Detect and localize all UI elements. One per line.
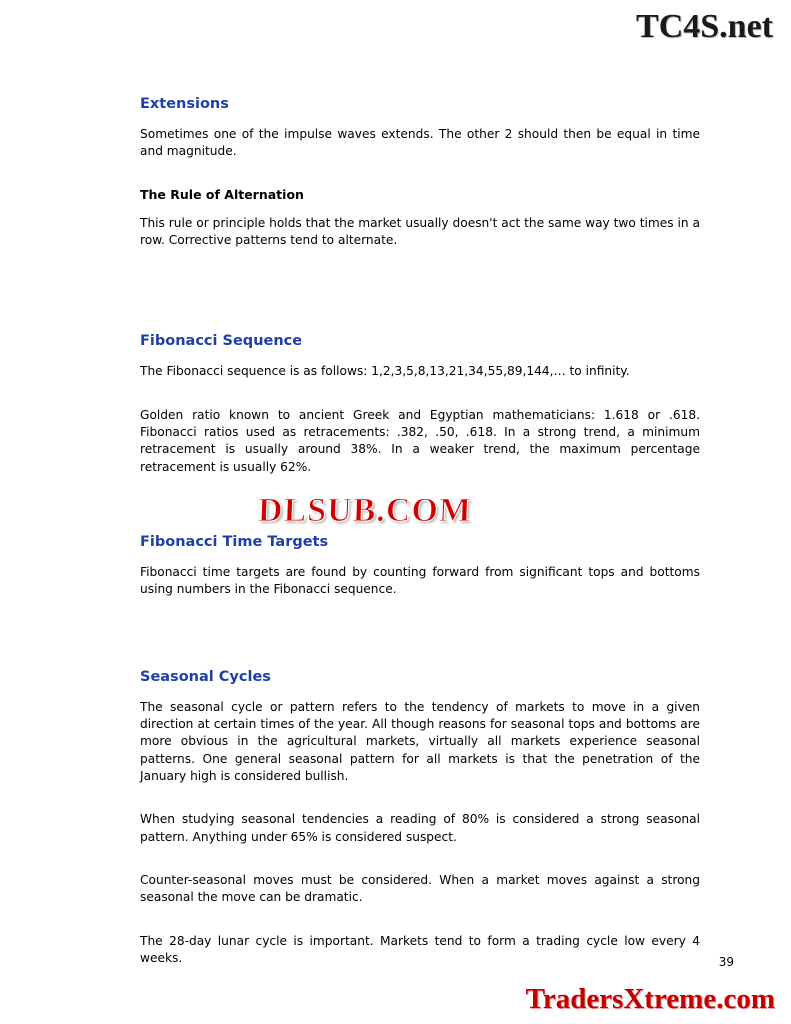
spacer xyxy=(140,307,700,333)
paragraph-seasonal-cycles-2: When studying seasonal tendencies a reading of 80% is considered a strong seasonal pattern. Anything under 65% is considered suspect. xyxy=(140,812,700,844)
paragraph-seasonal-cycles-3: Counter-seasonal moves must be considered. When a market moves against a strong seasonal the move can be dramatic. xyxy=(140,872,700,905)
paragraph-extensions-1: Sometimes one of the impulse waves extends. The other 2 should then be equal in time and magnitude. xyxy=(140,127,700,159)
paragraph-rule-of-alternation-1: This rule or principle holds that the market usually doesn't act the same way two times in a row. Corrective patterns tend to alternate. xyxy=(140,215,700,247)
paragraph-seasonal-cycles-1: The seasonal cycle or pattern refers to the tendency of markets to move in a given direction at certain times of the year. All though reasons for seasonal tops and bottoms are more obvious in the agricultural markets, virtually all markets experience seasonal patterns. One general seasonal pattern for all markets is that the penetration of the January high is considered bullish. xyxy=(140,699,700,783)
section-heading-seasonal-cycles: Seasonal Cycles xyxy=(140,668,271,685)
subsection-heading-rule-of-alternation: The Rule of Alternation xyxy=(140,186,304,202)
spacer xyxy=(140,613,700,657)
top-right-watermark: TC4S.net xyxy=(636,8,773,45)
spacer xyxy=(140,395,700,407)
spacer xyxy=(140,860,700,872)
paragraph-seasonal-cycles-4: The 28-day lunar cycle is important. Markets tend to form a trading cycle low every 4 weeks. xyxy=(140,933,700,965)
spacer xyxy=(140,263,700,307)
spacer xyxy=(140,175,700,187)
document-body xyxy=(140,96,700,981)
bottom-right-watermark: TradersXtreme.com xyxy=(525,983,775,1015)
section-heading-fibonacci-sequence: Fibonacci Sequence xyxy=(140,333,303,350)
section-heading-extensions: Extensions xyxy=(140,96,229,112)
page-number: 39 xyxy=(718,955,734,969)
spacer xyxy=(140,921,700,933)
paragraph-fibonacci-time-targets-1: Fibonacci time targets are found by counting forward from significant tops and bottoms using numbers in the Fibonacci sequence. xyxy=(140,564,700,597)
paragraph-fibonacci-sequence-1: The Fibonacci sequence is as follows: 1,2,3,5,8,13,21,34,55,89,144,… to infinity. xyxy=(140,364,630,379)
center-stamp-watermark: DLSUB.COM xyxy=(257,492,473,529)
paragraph-fibonacci-sequence-2: Golden ratio known to ancient Greek and Egyptian mathematicians: 1.618 or .618. Fibonacci ratios used as retracements: .382, .50, .618. In a strong trend, a minimum retracement is usually around 38%. In a weaker trend, the maximum percentage retracement is usually 62%. xyxy=(140,407,700,474)
spacer xyxy=(140,657,700,669)
spacer xyxy=(140,799,700,811)
section-heading-fibonacci-time-targets: Fibonacci Time Targets xyxy=(140,533,329,550)
